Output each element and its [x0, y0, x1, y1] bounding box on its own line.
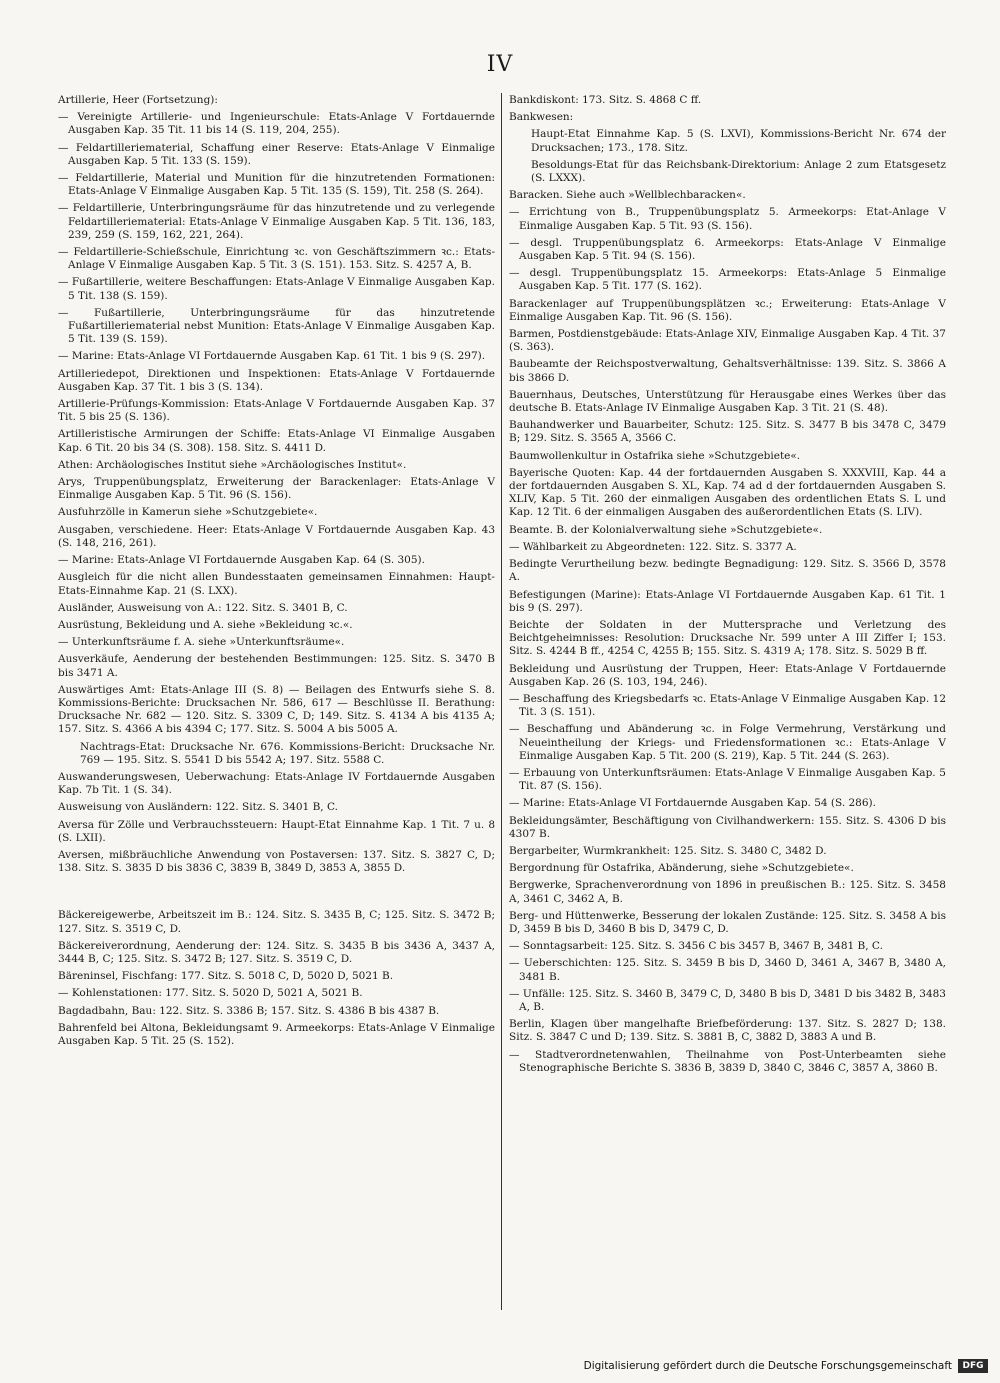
- index-entry: Bankdiskont: 173. Sitz. S. 4868 C ff.: [509, 94, 702, 106]
- index-entry: Bäckereiverordnung, Aenderung der: 124. Sitz. S. 3435 B bis 3436 A, 3437 A, 3444 B, C; 125. Sitz. S. 3472 B; 127. Sitz. S. 3519 C, D.: [58, 939, 495, 965]
- index-entry: Bauernhaus, Deutsches, Unterstützung für Herausgabe eines Werkes über das deutsche B. Etats-Anlage IV Einmalige Ausgaben Kap. 3 Tit. 21 (S. 48).: [509, 388, 946, 415]
- index-entry: — Fußartillerie, Unterbringungsräume für das hinzutretende Fußartilleriematerial nebst Munition: Etats-Anlage V Einmalige Ausgaben Kap. 5 Tit. 139 (S. 159).: [58, 306, 495, 346]
- index-entry: Auswanderungswesen, Ueberwachung: Etats-Anlage IV Fortdauernde Ausgaben Kap. 7b Tit. 1 (S. 34).: [58, 770, 495, 797]
- left-column: [58, 94, 495, 1052]
- index-entry: Befestigungen (Marine): Etats-Anlage VI Fortdauernde Ausgaben Kap. 61 Tit. 1 bis 9 (S. 297).: [509, 588, 946, 614]
- index-entry: Bankwesen:: [509, 111, 574, 124]
- index-entry: Bäckereigewerbe, Arbeitszeit im B.: 124. Sitz. S. 3435 B, C; 125. Sitz. S. 3472 B; 127. Sitz. S. 3519 C, D.: [58, 909, 495, 935]
- index-entry: Berg- und Hüttenwerke, Besserung der lokalen Zustände: 125. Sitz. S. 3458 A bis D, 3459 B bis D, 3460 B bis D, 3479 C, D.: [509, 909, 946, 935]
- index-entry: — Errichtung von B., Truppenübungsplatz 5. Armeekorps: Etat-Anlage V Einmalige Ausgaben Kap. 5 Tit. 93 (S. 156).: [509, 206, 946, 232]
- index-entry: Bekleidung und Ausrüstung der Truppen, Heer: Etats-Anlage V Fortdauernde Ausgaben Kap. 26 (S. 103, 194, 246).: [509, 662, 946, 688]
- index-entry: Ausgaben, verschiedene. Heer: Etats-Anlage V Fortdauernde Ausgaben Kap. 43 (S. 148, 216, 261).: [58, 523, 495, 549]
- index-entry: — Feldartillerie-Schießschule, Einrichtung ꝛc. von Geschäftszimmern ꝛc.: Etats-Anlage V Einmalige Ausgaben Kap. 5 Tit. 3 (S. 151). 153. Sitz. S. 4257 A, B.: [58, 246, 495, 272]
- index-entry: Baumwollenkultur in Ostafrika siehe »Schutzgebiete«.: [509, 449, 801, 462]
- index-entry: Artilleristische Armirungen der Schiffe: Etats-Anlage VI Einmalige Ausgaben Kap. 6 Tit. 20 bis 34 (S. 308). 158. Sitz. S. 4411 D.: [58, 428, 495, 454]
- index-entry: Bergarbeiter, Wurmkrankheit: 125. Sitz. S. 3480 C, 3482 D.: [509, 844, 827, 857]
- index-entry: Artillerie-Prüfungs-Kommission: Etats-Anlage V Fortdauernde Ausgaben Kap. 37 Tit. 5 bis 25 (S. 136).: [58, 398, 495, 424]
- index-entry: Barackenlager auf Truppenübungsplätzen ꝛc.; Erweiterung: Etats-Anlage V Einmalige Ausgaben Kap. Tit. 96 (S. 156).: [509, 297, 946, 323]
- index-entry: Bauhandwerker und Bauarbeiter, Schutz: 125. Sitz. S. 3477 B bis 3478 C, 3479 B; 129. Sitz. S. 3565 A, 3566 C.: [509, 419, 946, 445]
- index-entry: — Feldartillerie, Material und Munition für die hinzutretenden Formationen: Etats-Anlage V Einmalige Ausgaben Kap. 5 Tit. 135 (S. 159), Tit. 258 (S. 264).: [58, 172, 495, 198]
- index-entry: Bahrenfeld bei Altona, Bekleidungsamt 9. Armeekorps: Etats-Anlage V Einmalige Ausgaben Kap. 5 Tit. 25 (S. 152).: [58, 1021, 495, 1047]
- index-entry: — Erbauung von Unterkunftsräumen: Etats-Anlage V Einmalige Ausgaben Kap. 5 Tit. 87 (S. 156).: [509, 766, 946, 793]
- index-entry: Auswärtiges Amt: Etats-Anlage III (S. 8) — Beilagen des Entwurfs siehe S. 8. Kommissions-Berichte: Drucksachen Nr. 586, 617 — Beschlüsse II. Berathung: Drucksache Nr. 682 — 120. Sitz. S. 3309 C, D; 149. Sitz. S. 4134 A bis 4135 A; 157. Sitz. S. 4366 A bis 4394 C; 177. Sitz. S. 5004 A bis 5005 A.: [58, 683, 495, 736]
- index-entry: Artillerie, Heer (Fortsetzung):: [58, 94, 218, 106]
- index-entry: — desgl. Truppenübungsplatz 6. Armeekorps: Etats-Anlage V Einmalige Ausgaben Kap. 5 Tit. 94 (S. 156).: [509, 236, 946, 263]
- index-entry: — Ueberschichten: 125. Sitz. S. 3459 B bis D, 3460 D, 3461 A, 3467 B, 3480 A, 3481 B.: [509, 957, 946, 983]
- index-entry: Ausverkäufe, Aenderung der bestehenden Bestimmungen: 125. Sitz. S. 3470 B bis 3471 A.: [58, 653, 495, 679]
- index-entry: Ausländer, Ausweisung von A.: 122. Sitz. S. 3401 B, C.: [58, 601, 348, 614]
- index-entry: Besoldungs-Etat für das Reichsbank-Direktorium: Anlage 2 zum Etatsgesetz (S. LXXX).: [531, 158, 946, 185]
- index-entry: Bergwerke, Sprachenverordnung von 1896 in preußischen B.: 125. Sitz. S. 3458 A, 3461 C, 3462 A, B.: [509, 879, 946, 905]
- index-entry: Artilleriedepot, Direktionen und Inspektionen: Etats-Anlage V Fortdauernde Ausgaben Kap. 37 Tit. 1 bis 3 (S. 134).: [58, 367, 495, 393]
- index-entry: Baracken. Siehe auch »Wellblechbaracken«.: [509, 189, 746, 202]
- index-entry: Barmen, Postdienstgebäude: Etats-Anlage XIV, Einmalige Ausgaben Kap. 4 Tit. 37 (S. 363).: [509, 328, 946, 354]
- index-entry: Haupt-Etat Einnahme Kap. 5 (S. LXVI), Kommissions-Bericht Nr. 674 der Drucksachen; 173., 178. Sitz.: [531, 128, 946, 154]
- index-entry: Bagdadbahn, Bau: 122. Sitz. S. 3386 B; 157. Sitz. S. 4386 B bis 4387 B.: [58, 1004, 440, 1017]
- index-entry: Ausgleich für die nicht allen Bundesstaaten gemeinsamen Einnahmen: Haupt-Etats-Einnahme Kap. 21 (S. LXX).: [58, 571, 495, 597]
- index-entry: — Unfälle: 125. Sitz. S. 3460 B, 3479 C, D, 3480 B bis D, 3481 D bis 3482 B, 3483 A, B.: [509, 987, 946, 1013]
- index-entry: — Unterkunftsräume f. A. siehe »Unterkunftsräume«.: [58, 636, 345, 649]
- index-entry: Aversen, mißbräuchliche Anwendung von Postaversen: 137. Sitz. S. 3827 C, D; 138. Sitz. S. 3835 D bis 3836 C, 3839 B, 3849 D, 3853 A, 3855 D.: [58, 848, 495, 875]
- index-entry: — Beschaffung und Abänderung ꝛc. in Folge Vermehrung, Verstärkung und Neueintheilung der Kriegs- und Friedensformationen ꝛc.: Etats-Anlage V Einmalige Ausgaben Kap. 5 Tit. 200 (S. 219), Kap. 5 Tit. 244 (S. 263).: [509, 723, 946, 762]
- dfg-logo: DFG: [958, 1359, 988, 1373]
- index-entry: — desgl. Truppenübungsplatz 15. Armeekorps: Etats-Anlage 5 Einmalige Ausgaben Kap. 5 Tit. 177 (S. 162).: [509, 267, 946, 293]
- index-entry: Bedingte Verurtheilung bezw. bedingte Begnadigung: 129. Sitz. S. 3566 D, 3578 A.: [509, 558, 946, 584]
- index-entry: — Fußartillerie, weitere Beschaffungen: Etats-Anlage V Einmalige Ausgaben Kap. 5 Tit. 138 (S. 159).: [58, 276, 495, 302]
- index-entry: — Marine: Etats-Anlage VI Fortdauernde Ausgaben Kap. 54 (S. 286).: [509, 797, 876, 810]
- index-entry: Bayerische Quoten: Kap. 44 der fortdauernden Ausgaben S. XXXVIII, Kap. 44 a der fortdauernden Ausgaben S. XL, Kap. 74 ad d der fortdauernden Ausgaben S. XLIV, Kap. 5 Tit. 260 der einmaligen Ausgaben des ordentlichen Etats S. L und Kap. 12 Tit. 6 der einmaligen Ausgaben des außerordentlichen Etats (S. LIV).: [509, 466, 946, 519]
- index-entry: Bäreninsel, Fischfang: 177. Sitz. S. 5018 C, D, 5020 D, 5021 B.: [58, 970, 394, 983]
- index-entry: — Sonntagsarbeit: 125. Sitz. S. 3456 C bis 3457 B, 3467 B, 3481 B, C.: [509, 940, 883, 953]
- index-entry: — Marine: Etats-Anlage VI Fortdauernde Ausgaben Kap. 64 (S. 305).: [58, 554, 425, 567]
- index-entry: Beichte der Soldaten in der Muttersprache und Verletzung des Beichtgeheimnisses: Resolution: Drucksache Nr. 599 unter A III Ziffer I; 153. Sitz. S. 4244 B ff., 4254 C, 4255 B; 155. Sitz. S. 4319 A; 178. Sitz. S. 5029 B ff.: [509, 618, 946, 658]
- index-entry: — Wählbarkeit zu Abgeordneten: 122. Sitz. S. 3377 A.: [509, 540, 797, 553]
- index-entry: Nachtrags-Etat: Drucksache Nr. 676. Kommissions-Bericht: Drucksache Nr. 769 — 195. Sitz. S. 5541 D bis 5542 A; 197. Sitz. 5588 C.: [80, 740, 495, 766]
- footer: [584, 1359, 988, 1373]
- index-entry: — Feldartilleriematerial, Schaffung einer Reserve: Etats-Anlage V Einmalige Ausgaben Kap. 5 Tit. 133 (S. 159).: [58, 141, 495, 167]
- index-entry: Beamte. B. der Kolonialverwaltung siehe »Schutzgebiete«.: [509, 523, 823, 536]
- index-entry: — Beschaffung des Kriegsbedarfs ꝛc. Etats-Anlage V Einmalige Ausgaben Kap. 12 Tit. 3 (S. 151).: [509, 692, 946, 719]
- index-entry: — Stadtverordnetenwahlen, Theilnahme von Post-Unterbeamten siehe Stenographische Berichte S. 3836 B, 3839 D, 3840 C, 3846 C, 3857 A, 3860 B.: [509, 1048, 946, 1074]
- index-entry: Ausfuhrzölle in Kamerun siehe »Schutzgebiete«.: [58, 506, 318, 519]
- column-divider: [501, 93, 502, 1310]
- index-entry: Baubeamte der Reichspostverwaltung, Gehaltsverhältnisse: 139. Sitz. S. 3866 A bis 3866 D.: [509, 358, 946, 384]
- index-entry: Aversa für Zölle und Verbrauchssteuern: Haupt-Etat Einnahme Kap. 1 Tit. 7 u. 8 (S. LXII).: [58, 818, 495, 844]
- index-entry: — Kohlenstationen: 177. Sitz. S. 5020 D, 5021 A, 5021 B.: [58, 987, 363, 1000]
- index-entry: Ausrüstung, Bekleidung und A. siehe »Bekleidung ꝛc.«.: [58, 618, 353, 631]
- page-number: IV: [486, 52, 514, 77]
- index-entry: Athen: Archäologisches Institut siehe »Archäologisches Institut«.: [58, 458, 407, 471]
- section-gap: [58, 879, 495, 909]
- index-entry: Bekleidungsämter, Beschäftigung von Civilhandwerkern: 155. Sitz. S. 4306 D bis 4307 B.: [509, 814, 946, 840]
- footer-text: Digitalisierung gefördert durch die Deutsche Forschungsgemeinschaft: [583, 1360, 952, 1372]
- index-entry: Bergordnung für Ostafrika, Abänderung, siehe »Schutzgebiete«.: [509, 862, 854, 875]
- index-entry: — Vereinigte Artillerie- und Ingenieurschule: Etats-Anlage V Fortdauernde Ausgaben Kap. 35 Tit. 11 bis 14 (S. 119, 204, 255).: [58, 111, 495, 137]
- index-entry: — Marine: Etats-Anlage VI Fortdauernde Ausgaben Kap. 61 Tit. 1 bis 9 (S. 297).: [58, 350, 486, 363]
- index-entry: Arys, Truppenübungsplatz, Erweiterung der Barackenlager: Etats-Anlage V Einmalige Ausgaben Kap. 5 Tit. 96 (S. 156).: [58, 476, 495, 502]
- right-column: [509, 94, 946, 1079]
- index-entry: — Feldartillerie, Unterbringungsräume für das hinzutretende und zu verlegende Feldartilleriematerial: Etats-Anlage V Einmalige Ausgaben Kap. 5 Tit. 136, 183, 239, 259 (S. 159, 162, 221, 264).: [58, 202, 495, 241]
- index-entry: Berlin, Klagen über mangelhafte Briefbeförderung: 137. Sitz. S. 2827 D; 138. Sitz. S. 3847 C und D; 139. Sitz. S. 3881 B, C, 3882 D, 3883 A und B.: [509, 1018, 946, 1044]
- index-entry: Ausweisung von Ausländern: 122. Sitz. S. 3401 B, C.: [58, 801, 338, 814]
